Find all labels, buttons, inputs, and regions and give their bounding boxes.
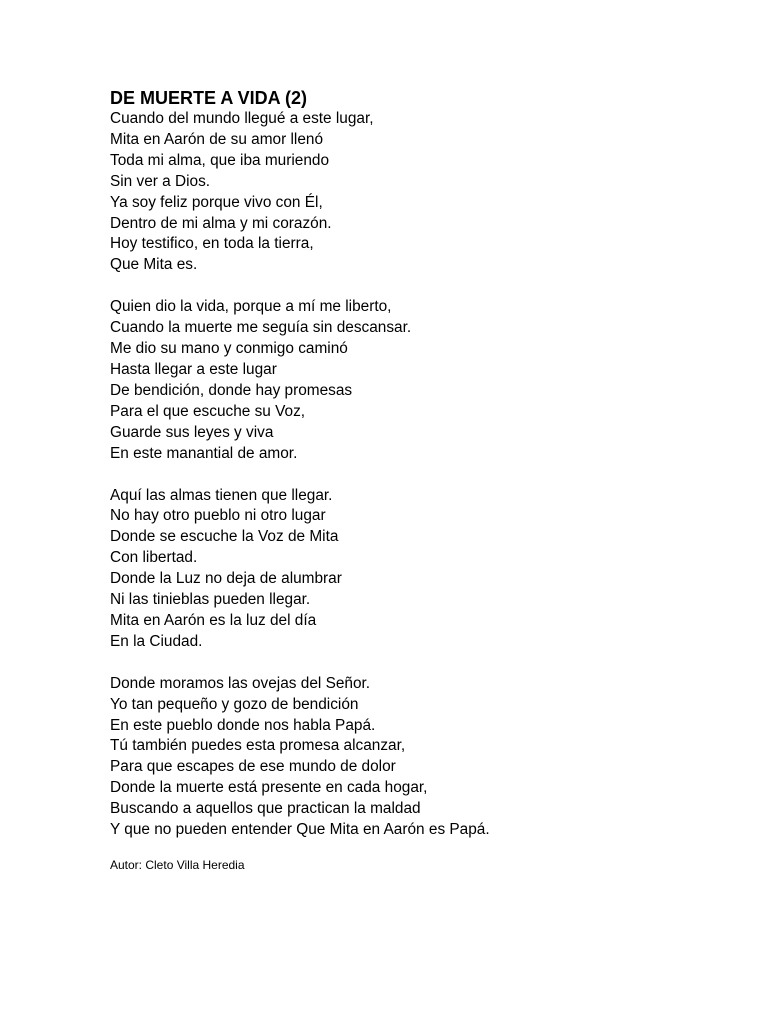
- poem-line: Sin ver a Dios.: [110, 172, 211, 190]
- poem-line: Cuando del mundo llegué a este lugar,: [110, 110, 374, 127]
- poem-line: Mita en Aarón de su amor llenó: [110, 130, 324, 148]
- poem-line: En este manantial de amor.: [110, 444, 298, 462]
- poem-line: Mita en Aarón es la luz del día: [110, 611, 317, 629]
- poem-line: Dentro de mi alma y mi corazón.: [110, 214, 332, 232]
- poem-line: Con libertad.: [110, 549, 198, 567]
- poem-line: Aquí las almas tienen que llegar.: [110, 486, 333, 504]
- poem-line: Para que escapes de ese mundo de dolor: [110, 758, 396, 776]
- poem-title: DE MUERTE A VIDA (2): [110, 88, 308, 108]
- poem-line: Que Mita es.: [110, 256, 198, 274]
- poem-line: Cuando la muerte me seguía sin descansar.: [110, 319, 412, 337]
- poem-line: Guarde sus leyes y viva: [110, 423, 274, 441]
- poem-line: Tú también puedes esta promesa alcanzar,: [110, 737, 406, 755]
- poem-line: Buscando a aquellos que practican la maldad: [110, 800, 421, 818]
- poem-line: Donde la muerte está presente en cada hogar,: [110, 779, 428, 797]
- stanza-2: [110, 297, 710, 464]
- stanza-1: [110, 109, 710, 276]
- poem-line: En este pueblo donde nos habla Papá.: [110, 716, 376, 734]
- poem-line: Donde se escuche la Voz de Mita: [110, 528, 339, 546]
- author-credit: Autor: Cleto Villa Heredia: [110, 858, 245, 872]
- poem-line: Me dio su mano y conmigo caminó: [110, 340, 348, 358]
- poem-line: Donde la Luz no deja de alumbrar: [110, 570, 342, 588]
- poem-line: Y que no pueden entender Que Mita en Aarón es Papá.: [110, 821, 490, 839]
- poem-line: Toda mi alma, que iba muriendo: [110, 151, 330, 169]
- poem-line: En la Ciudad.: [110, 632, 203, 650]
- poem-line: Hoy testifico, en toda la tierra,: [110, 235, 314, 253]
- poem-line: Hasta llegar a este lugar: [110, 360, 277, 378]
- poem-line: Yo tan pequeño y gozo de bendición: [110, 695, 359, 713]
- stanza-3: [110, 486, 710, 653]
- poem-line: Para el que escuche su Voz,: [110, 402, 306, 420]
- poem-line: Ya soy feliz porque vivo con Él,: [110, 193, 323, 211]
- poem-line: Donde moramos las ovejas del Señor.: [110, 674, 371, 692]
- poem-line: Quien dio la vida, porque a mí me liberto,: [110, 298, 392, 316]
- poem-line: De bendición, donde hay promesas: [110, 381, 353, 399]
- poem-line: No hay otro pueblo ni otro lugar: [110, 507, 326, 525]
- stanza-4: [110, 674, 710, 841]
- poem-line: Ni las tinieblas pueden llegar.: [110, 591, 311, 609]
- poem-body: [110, 109, 710, 862]
